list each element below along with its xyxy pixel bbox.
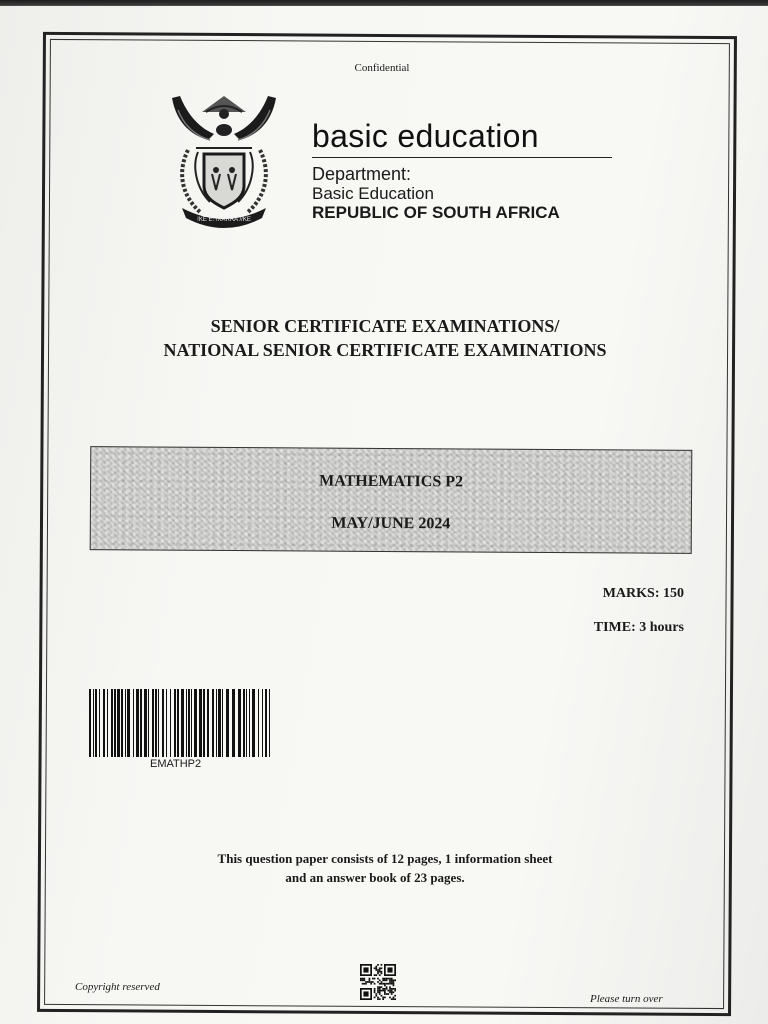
coat-of-arms-icon (162, 90, 286, 230)
brand-rule (312, 157, 612, 158)
turn-over-note: Please turn over (590, 993, 663, 1005)
barcode-code: EMATHP2 (150, 758, 202, 770)
exam-session: MAY/JUNE 2024 (331, 514, 451, 533)
exam-cover-page (0, 6, 768, 1024)
exam-title-line1: SENIOR CERTIFICATE EXAMINATIONS/ (210, 316, 560, 336)
country-name: REPUBLIC OF SOUTH AFRICA (312, 203, 560, 222)
department-name: Basic Education (312, 184, 434, 203)
marks-total: MARKS: 150 (602, 586, 684, 601)
barcode-icon (89, 689, 273, 757)
page-count-line2: and an answer book of 23 pages. (285, 870, 465, 885)
confidential-label: Confidential (354, 62, 410, 74)
brand-title: basic education (312, 118, 539, 154)
copyright-notice: Copyright reserved (75, 981, 160, 993)
page-count-line1: This question paper consists of 12 pages, 1 information sheet (217, 851, 553, 866)
department-label: Department: (312, 164, 412, 184)
crest-motto: !KE E: /XARRA //KE (197, 217, 251, 223)
qr-code-icon (360, 964, 396, 1000)
exam-title-line2: NATIONAL SENIOR CERTIFICATE EXAMINATIONS (163, 340, 607, 360)
time-allowed: TIME: 3 hours (593, 620, 684, 635)
subject-name: MATHEMATICS P2 (319, 472, 464, 491)
subject-box (90, 446, 693, 554)
